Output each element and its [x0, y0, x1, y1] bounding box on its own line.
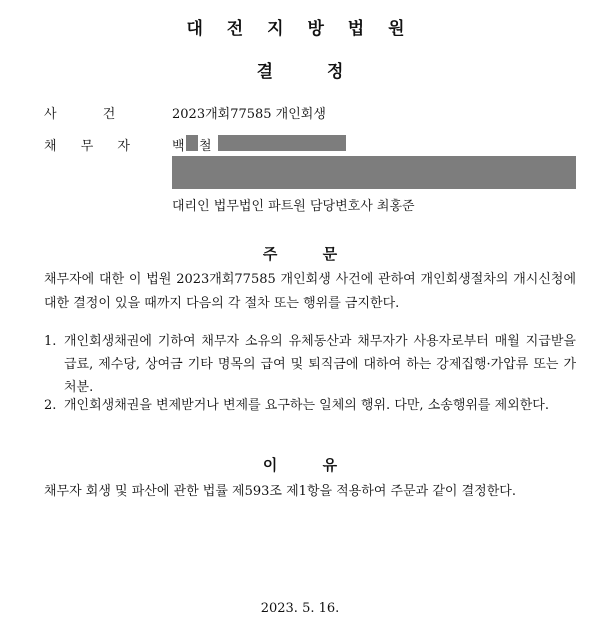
debtor-label: 채 무 자: [44, 139, 130, 154]
decision-date: 2023. 5. 16.: [260, 601, 340, 616]
legal-agent: 대리인 법무법인 파트원 담당변호사 최홍준: [172, 199, 415, 214]
redacted-name-char: [186, 135, 198, 151]
order-item-2: [44, 394, 576, 417]
order-item-number: 1.: [44, 334, 57, 349]
order-item-number: 2.: [44, 398, 57, 413]
redacted-address: [172, 156, 576, 189]
case-number: 2023개회77585 개인회생: [172, 107, 326, 122]
court-name: 대 전 지 방 법 원: [186, 19, 414, 39]
order-item-text: 개인회생채권에 기하여 채무자 소유의 유체동산과 채무자가 사용자로부터 매월 지급받을 급료, 제수당, 상여금 기타 명목의 급여 및 퇴직금에 대하여 하는 강제집행·가압류 또는 가처분.: [64, 334, 576, 395]
reason-text: 채무자 회생 및 파산에 관한 법률 제593조 제1항을 적용하여 주문과 같이 결정한다.: [44, 484, 516, 499]
redacted-id-number: [218, 135, 346, 151]
case-label: 사 건: [44, 107, 116, 122]
debtor-name-last: 철: [199, 139, 212, 154]
order-item-1: [44, 330, 576, 399]
order-item-text: 개인회생채권을 변제받거나 변제를 요구하는 일체의 행위. 다만, 소송행위를 제외한다.: [64, 398, 549, 413]
debtor-name-first: 백: [172, 139, 185, 154]
order-heading: 주 문: [262, 245, 338, 263]
order-intro: 채무자에 대한 이 법원 2023개회77585 개인회생 사건에 관하여 개인회생절차의 개시신청에 대한 결정이 있을 때까지 다음의 각 절차 또는 행위를 금지한다.: [44, 272, 576, 311]
document-title: 결 정: [256, 62, 344, 82]
reason-heading: 이 유: [262, 456, 338, 474]
